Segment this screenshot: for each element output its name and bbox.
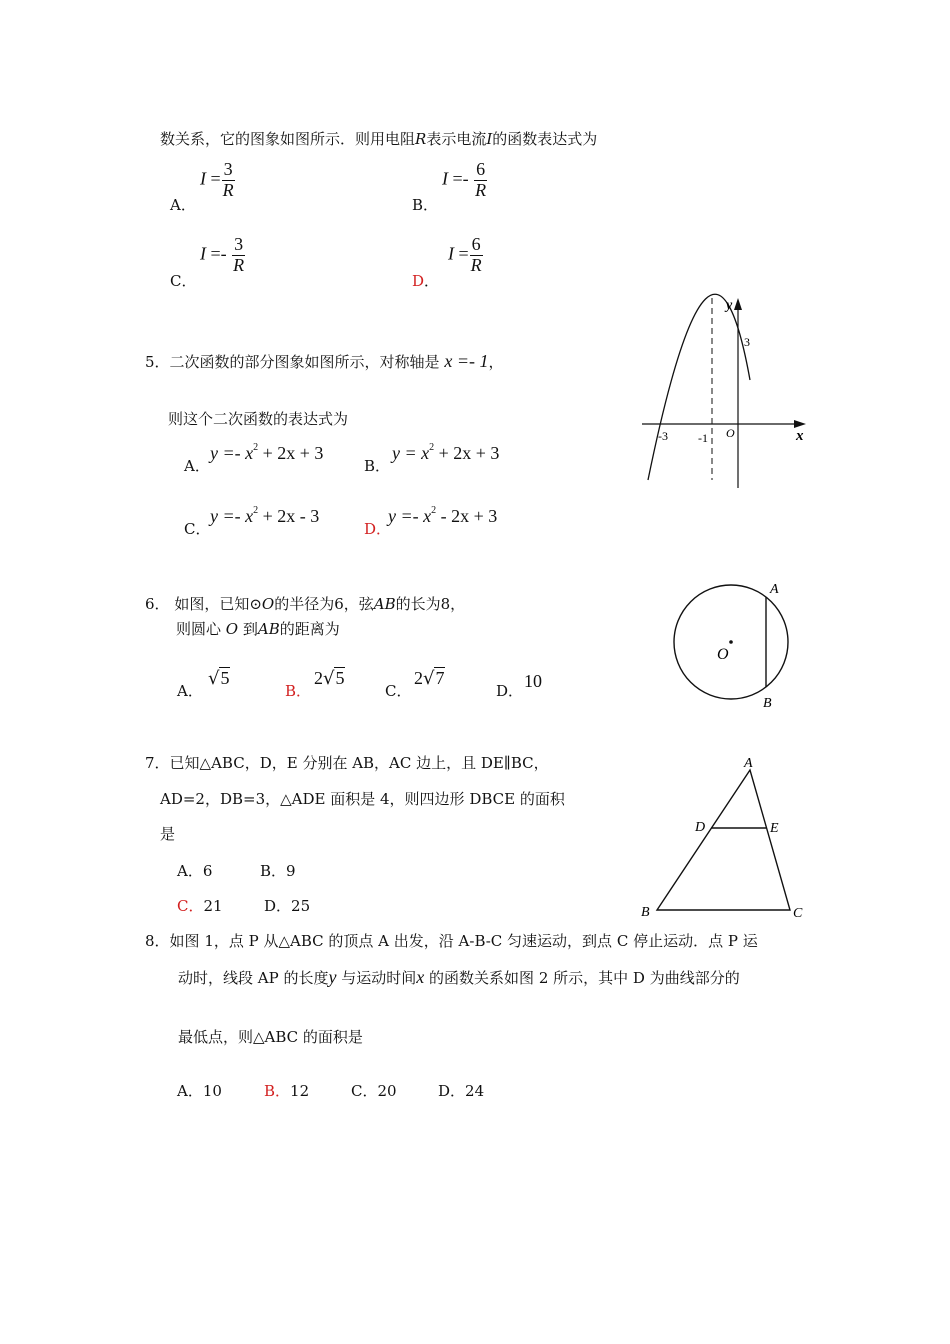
q6-option-b-value: 2√5	[314, 668, 345, 689]
tick-neg3: -3	[658, 429, 668, 443]
q4-option-d-label: D．	[412, 272, 440, 290]
triangle-abc	[657, 770, 790, 910]
point-d-label: D	[695, 820, 706, 835]
q6-option-a-label: A．	[177, 682, 203, 700]
q6-option-b-label: B．	[285, 682, 312, 700]
q5-stem-line2: 则这个二次函数的表达式为	[168, 410, 349, 428]
y-axis-arrow	[734, 298, 742, 310]
q5-option-b-formula: $y = x^2 + 2x + 3$	[392, 442, 500, 463]
point-a-label: A	[770, 582, 779, 597]
point-b-label: B	[763, 696, 772, 711]
q7-option-a: A．6	[177, 862, 213, 880]
q8-option-b: B．12	[264, 1082, 310, 1100]
point-b-label: B	[641, 905, 650, 920]
q5-option-a-formula: $y =- x^2 + 2x + 3$	[210, 442, 324, 463]
q5-stem-line1: 5．二次函数的部分图象如图所示，对称轴是 x =- 1，	[145, 351, 504, 371]
q6-stem-line1: 6． 如图，已知⊙O的半径为6，弦AB的长为8，	[145, 595, 466, 613]
q4-option-b-label: B．	[412, 196, 439, 214]
x-axis-label: x	[796, 428, 804, 444]
q7-option-d: D．25	[264, 897, 311, 915]
parabola-curve	[648, 294, 750, 480]
q4-stem: 数关系，它的图象如图所示．则用电阻R表示电流I的函数表达式为	[160, 130, 598, 148]
tick-neg1: -1	[698, 431, 708, 445]
q6-option-d-label: D．	[496, 682, 524, 700]
origin-label: O	[726, 426, 735, 440]
q6-option-a-value: √5	[208, 668, 230, 689]
center-point	[729, 640, 733, 644]
q6-option-c-value: 2√7	[414, 668, 445, 689]
q6-stem-line2: 则圆心 O 到AB的距离为	[176, 620, 340, 638]
q8-option-d: D．24	[438, 1082, 485, 1100]
q5-option-a-label: A．	[184, 457, 210, 475]
q4-option-b-formula: I =- $\frac{6}{R}$	[442, 159, 487, 200]
q6-circle-figure	[660, 578, 800, 713]
y-axis-label: y	[726, 298, 733, 313]
q5-option-d-label: D．	[364, 520, 392, 538]
q7-option-b: B．9	[260, 862, 296, 880]
x-axis-arrow	[794, 420, 806, 428]
q4-option-c-formula: I =- $\frac{3}{R}$	[200, 234, 245, 275]
q4-option-a-formula: I = $\frac{3}{R}$	[200, 159, 234, 200]
q5-option-c-formula: $y =- x^2 + 2x - 3$	[210, 505, 320, 526]
q7-stem-line1: 7．已知△ABC，D，E 分别在 AB，AC 边上，且 DE∥BC，	[145, 754, 549, 772]
q8-option-c: C．20	[351, 1082, 397, 1100]
q8-stem-line1: 8．如图 1，点 P 从△ABC 的顶点 A 出发，沿 A-B-C 匀速运动，到点 C 停止运动．点 P 运	[145, 932, 758, 950]
q6-option-c-label: C．	[385, 682, 412, 700]
q5-option-b-label: B．	[364, 457, 391, 475]
point-a-label: A	[744, 756, 753, 771]
q5-parabola-graph	[630, 290, 820, 495]
center-o-label: O	[717, 646, 729, 663]
q8-option-a: A．10	[177, 1082, 222, 1100]
q4-option-a-label: A．	[170, 196, 196, 214]
tick-3: 3	[744, 335, 750, 349]
q5-option-c-label: C．	[184, 520, 211, 538]
q8-stem-line3: 最低点，则△ABC 的面积是	[178, 1028, 363, 1046]
q4-option-d-formula: I = $\frac{6}{R}$	[448, 234, 482, 275]
point-c-label: C	[793, 906, 803, 921]
q7-option-c: C．21	[177, 897, 223, 915]
q7-stem-line3: 是	[160, 825, 176, 843]
q7-stem-line2: AD=2，DB=3，△ADE 面积是 4，则四边形 DBCE 的面积	[160, 790, 565, 808]
q6-option-d-value: 10	[524, 671, 542, 691]
point-e-label: E	[770, 821, 779, 836]
q8-stem-line2: 动时，线段 AP 的长度y 与运动时间x 的函数关系如图 2 所示，其中 D 为曲线部分的	[178, 967, 740, 987]
q4-option-c-label: C．	[170, 272, 197, 290]
q7-triangle-figure	[635, 752, 815, 924]
q5-option-d-formula: $y =- x^2 - 2x + 3$	[388, 505, 498, 526]
